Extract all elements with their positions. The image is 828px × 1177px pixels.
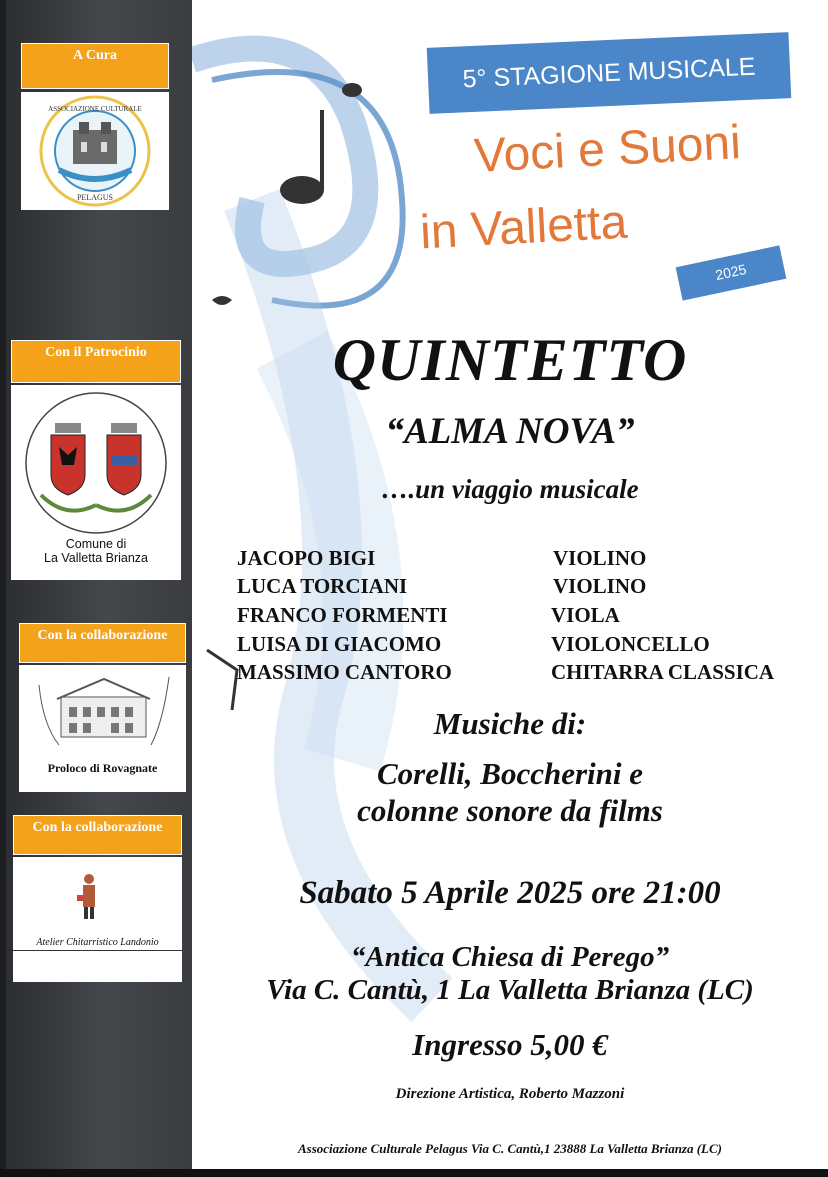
title-line1: Voci e Suoni <box>472 116 743 183</box>
season-text: 5° STAGIONE MUSICALE <box>462 52 756 94</box>
event-subtitle: ….un viaggio musicale <box>381 474 639 504</box>
comune-logo-box <box>11 385 181 580</box>
event-venue: “Antica Chiesa di Perego” <box>350 941 670 973</box>
panel-label-a-cura: A Cura <box>21 43 169 89</box>
ensemble-name: “ALMA NOVA” <box>385 411 635 452</box>
event-entry: Ingresso 5,00 € <box>412 1027 608 1062</box>
pelagus-logo-box <box>21 92 169 210</box>
svg-text:PELAGUS: PELAGUS <box>76 193 114 202</box>
music-line2: colonne sonore da films <box>357 793 663 828</box>
musician-instrument: VIOLINO <box>553 574 647 598</box>
panel-label-collaborazione-2: Con la collaborazione <box>13 815 182 855</box>
musician-name: FRANCO FORMENTI <box>237 603 448 627</box>
artistic-direction: Direzione Artistica, Roberto Mazzoni <box>395 1086 625 1102</box>
panel-label-collaborazione-1: Con la collaborazione <box>19 623 186 663</box>
music-heading: Musiche di: <box>433 706 587 741</box>
ensemble-title: QUINTETTO <box>332 327 688 393</box>
proloco-building-icon <box>19 665 186 760</box>
svg-text:ASSOCIAZIONE CULTURALE: ASSOCIAZIONE CULTURALE <box>48 105 142 113</box>
musician-name: LUISA DI GIACOMO <box>237 632 442 656</box>
musician-name: LUCA TORCIANI <box>237 574 408 598</box>
musician-instrument: VIOLINO <box>553 546 647 570</box>
proloco-caption: Proloco di Rovagnate <box>47 761 158 775</box>
musician-instrument: VIOLA <box>551 603 620 627</box>
event-date: Sabato 5 Aprile 2025 ore 21:00 <box>299 875 721 911</box>
atelier-logo-box <box>13 857 182 982</box>
musician-name: MASSIMO CANTORO <box>237 660 452 684</box>
musician-name: JACOPO BIGI <box>237 546 376 570</box>
musician-instrument: CHITARRA CLASSICA <box>551 660 775 684</box>
comune-caption: Comune di La Valletta Brianza <box>44 537 148 565</box>
sidebar-edge <box>0 0 6 1177</box>
comune-crest-icon <box>11 385 181 535</box>
year-text: 2025 <box>713 260 748 284</box>
pelagus-logo <box>21 92 169 210</box>
bottom-bar <box>0 1169 828 1177</box>
atelier-caption: Atelier Chitarristico Landonio <box>13 937 182 951</box>
title-line2: in Valletta <box>418 195 629 260</box>
event-address: Via C. Cantù, 1 La Valletta Brianza (LC) <box>266 974 754 1006</box>
guitarist-figure-icon <box>13 857 182 937</box>
footer-address: Associazione Culturale Pelagus Via C. Cantù,1 23888 La Valletta Brianza (LC) <box>297 1141 723 1156</box>
proloco-logo-box <box>19 665 186 792</box>
panel-label-patrocinio: Con il Patrocinio <box>11 340 181 383</box>
music-line1: Corelli, Boccherini e <box>376 756 644 791</box>
year-badge <box>676 245 787 300</box>
musician-instrument: VIOLONCELLO <box>551 632 710 656</box>
